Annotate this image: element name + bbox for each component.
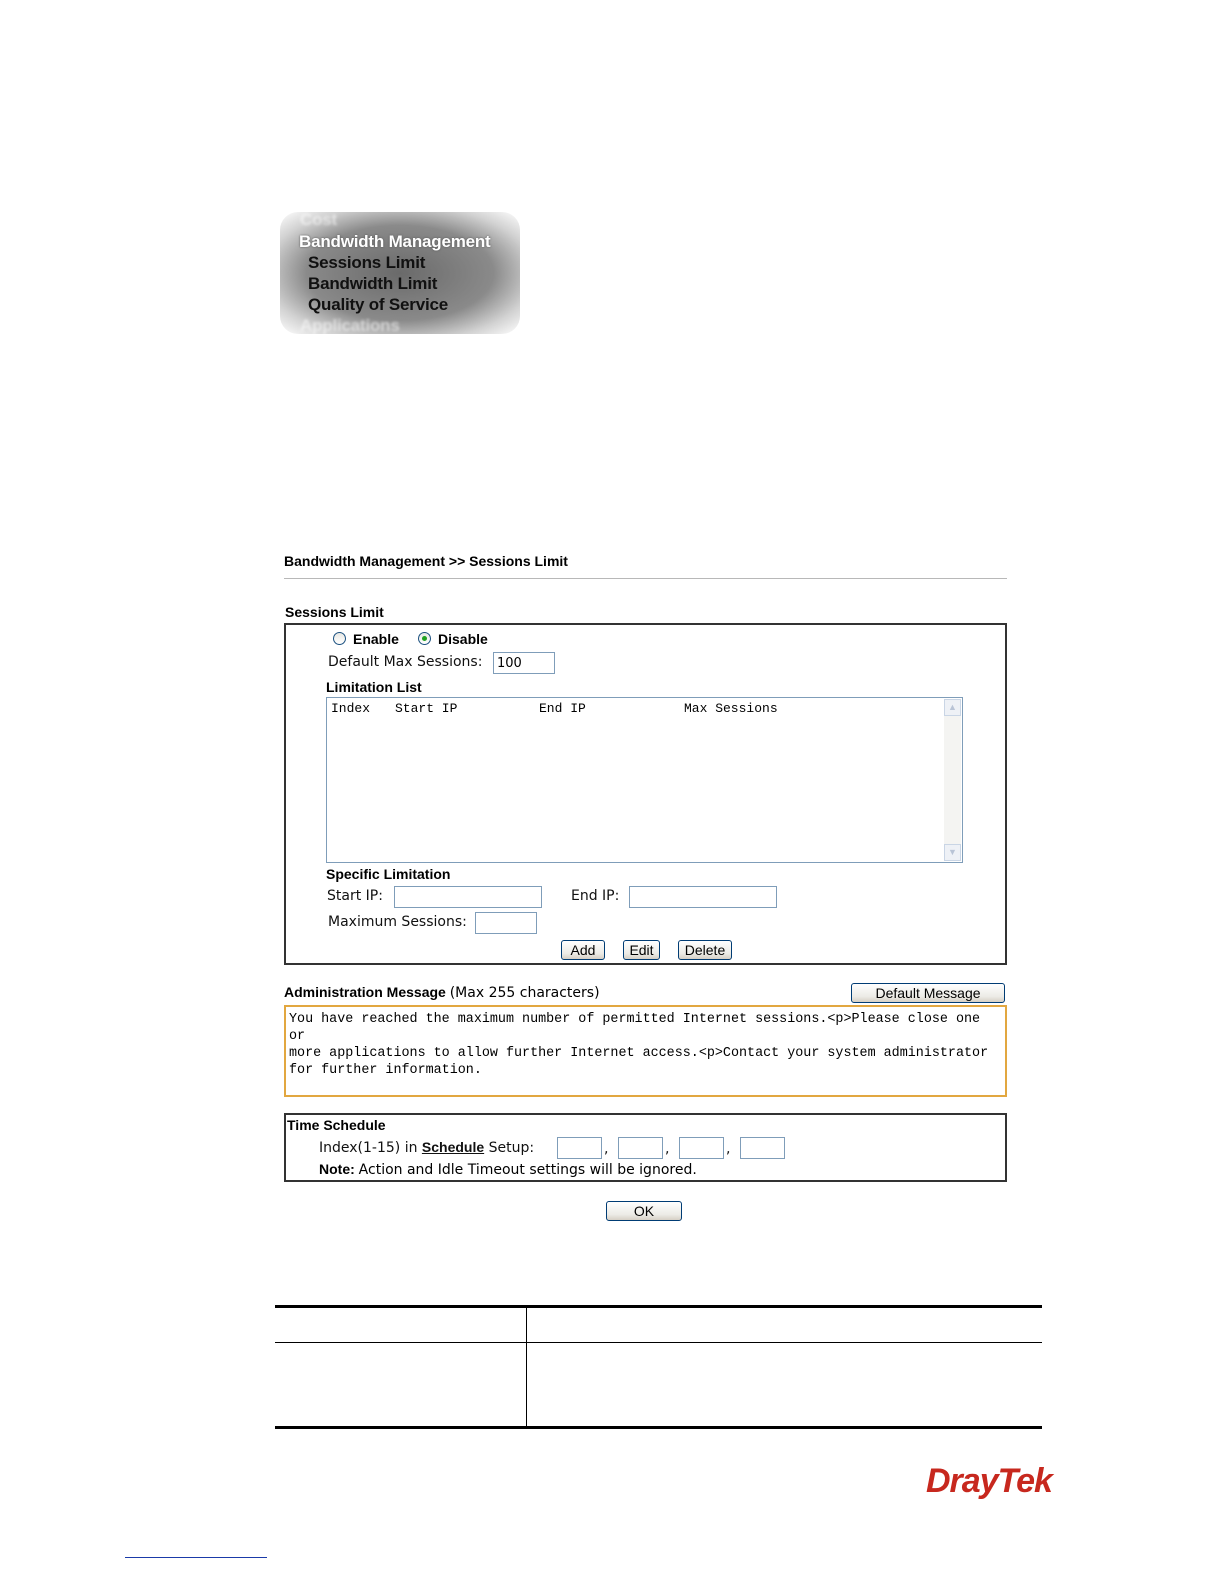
edit-button[interactable]: Edit bbox=[623, 940, 660, 960]
admin-message-textarea[interactable]: You have reached the maximum number of permitted Internet sessions.<p>Please close one or more applications to allow further Internet access.<p>Contact your system administrator for further information. bbox=[284, 1005, 1007, 1097]
maximum-sessions-input[interactable] bbox=[475, 912, 537, 934]
menu-item-bandwidth-limit[interactable]: Bandwidth Limit bbox=[308, 274, 438, 293]
draytek-logo: DrayTek bbox=[926, 1462, 1052, 1500]
schedule-index-label bbox=[319, 1139, 534, 1156]
list-col-start-ip: Start IP bbox=[395, 701, 458, 716]
table-bottom-rule bbox=[275, 1426, 1042, 1429]
schedule-index-suffix: Setup: bbox=[488, 1140, 535, 1156]
menu-item-faded-bottom: Applications bbox=[300, 316, 400, 335]
list-col-index: Index bbox=[331, 701, 371, 716]
breadcrumb: Bandwidth Management >> Sessions Limit bbox=[284, 553, 568, 569]
end-ip-input[interactable] bbox=[629, 886, 777, 908]
schedule-index-3-input[interactable] bbox=[679, 1137, 724, 1159]
schedule-note-text: Action and Idle Timeout settings will be ignored. bbox=[358, 1162, 697, 1178]
list-scrollbar[interactable] bbox=[944, 699, 961, 861]
schedule-index-4-input[interactable] bbox=[740, 1137, 785, 1159]
end-ip-label: End IP: bbox=[571, 888, 620, 904]
enable-label: Enable bbox=[353, 631, 399, 647]
schedule-index-2-input[interactable] bbox=[618, 1137, 663, 1159]
schedule-separator: , bbox=[604, 1141, 609, 1157]
disable-label: Disable bbox=[438, 631, 488, 647]
scroll-down-arrow-icon[interactable]: ▼ bbox=[944, 844, 961, 861]
schedule-separator: , bbox=[726, 1141, 731, 1157]
menu-snippet bbox=[280, 212, 520, 334]
start-ip-input[interactable] bbox=[394, 886, 542, 908]
specific-limitation-title: Specific Limitation bbox=[326, 866, 451, 882]
table-column-divider bbox=[526, 1306, 527, 1427]
default-max-sessions-label: Default Max Sessions: bbox=[328, 654, 483, 670]
schedule-note bbox=[319, 1161, 697, 1178]
menu-item-quality-of-service[interactable]: Quality of Service bbox=[308, 295, 449, 314]
list-col-max-sessions: Max Sessions bbox=[684, 701, 778, 716]
menu-item-faded-top: Cost bbox=[300, 210, 337, 229]
schedule-note-label: Note: bbox=[319, 1161, 355, 1177]
time-schedule-title: Time Schedule bbox=[287, 1117, 386, 1133]
schedule-link[interactable]: Schedule bbox=[421, 1139, 485, 1155]
footer-rule bbox=[125, 1557, 267, 1558]
menu-header-bandwidth-management[interactable]: Bandwidth Management bbox=[299, 232, 491, 251]
delete-button[interactable]: Delete bbox=[678, 940, 732, 960]
disable-radio-selected-dot bbox=[422, 636, 427, 641]
menu-item-sessions-limit[interactable]: Sessions Limit bbox=[308, 253, 426, 272]
enable-radio[interactable] bbox=[333, 632, 346, 645]
limitation-list-box[interactable] bbox=[326, 697, 963, 863]
default-max-sessions-input[interactable] bbox=[493, 652, 555, 674]
start-ip-label: Start IP: bbox=[327, 888, 383, 904]
limitation-list-title: Limitation List bbox=[326, 679, 422, 695]
scroll-up-arrow-icon[interactable]: ▲ bbox=[944, 699, 961, 716]
maximum-sessions-label: Maximum Sessions: bbox=[328, 914, 467, 930]
default-message-button[interactable]: Default Message bbox=[851, 983, 1005, 1003]
schedule-index-1-input[interactable] bbox=[557, 1137, 602, 1159]
title-divider bbox=[284, 578, 1007, 579]
table-top-rule bbox=[275, 1305, 1042, 1308]
ok-button[interactable]: OK bbox=[606, 1201, 682, 1221]
admin-message-header bbox=[284, 984, 600, 1001]
disable-radio[interactable] bbox=[418, 632, 431, 645]
add-button[interactable]: Add bbox=[561, 940, 605, 960]
admin-message-title: Administration Message bbox=[284, 984, 446, 1000]
table-header-rule bbox=[275, 1342, 1042, 1343]
list-col-end-ip: End IP bbox=[539, 701, 586, 716]
admin-message-hint: (Max 255 characters) bbox=[449, 985, 600, 1001]
sessions-limit-title: Sessions Limit bbox=[285, 604, 384, 620]
schedule-index-prefix: Index(1-15) in bbox=[319, 1140, 418, 1156]
schedule-separator: , bbox=[665, 1141, 670, 1157]
